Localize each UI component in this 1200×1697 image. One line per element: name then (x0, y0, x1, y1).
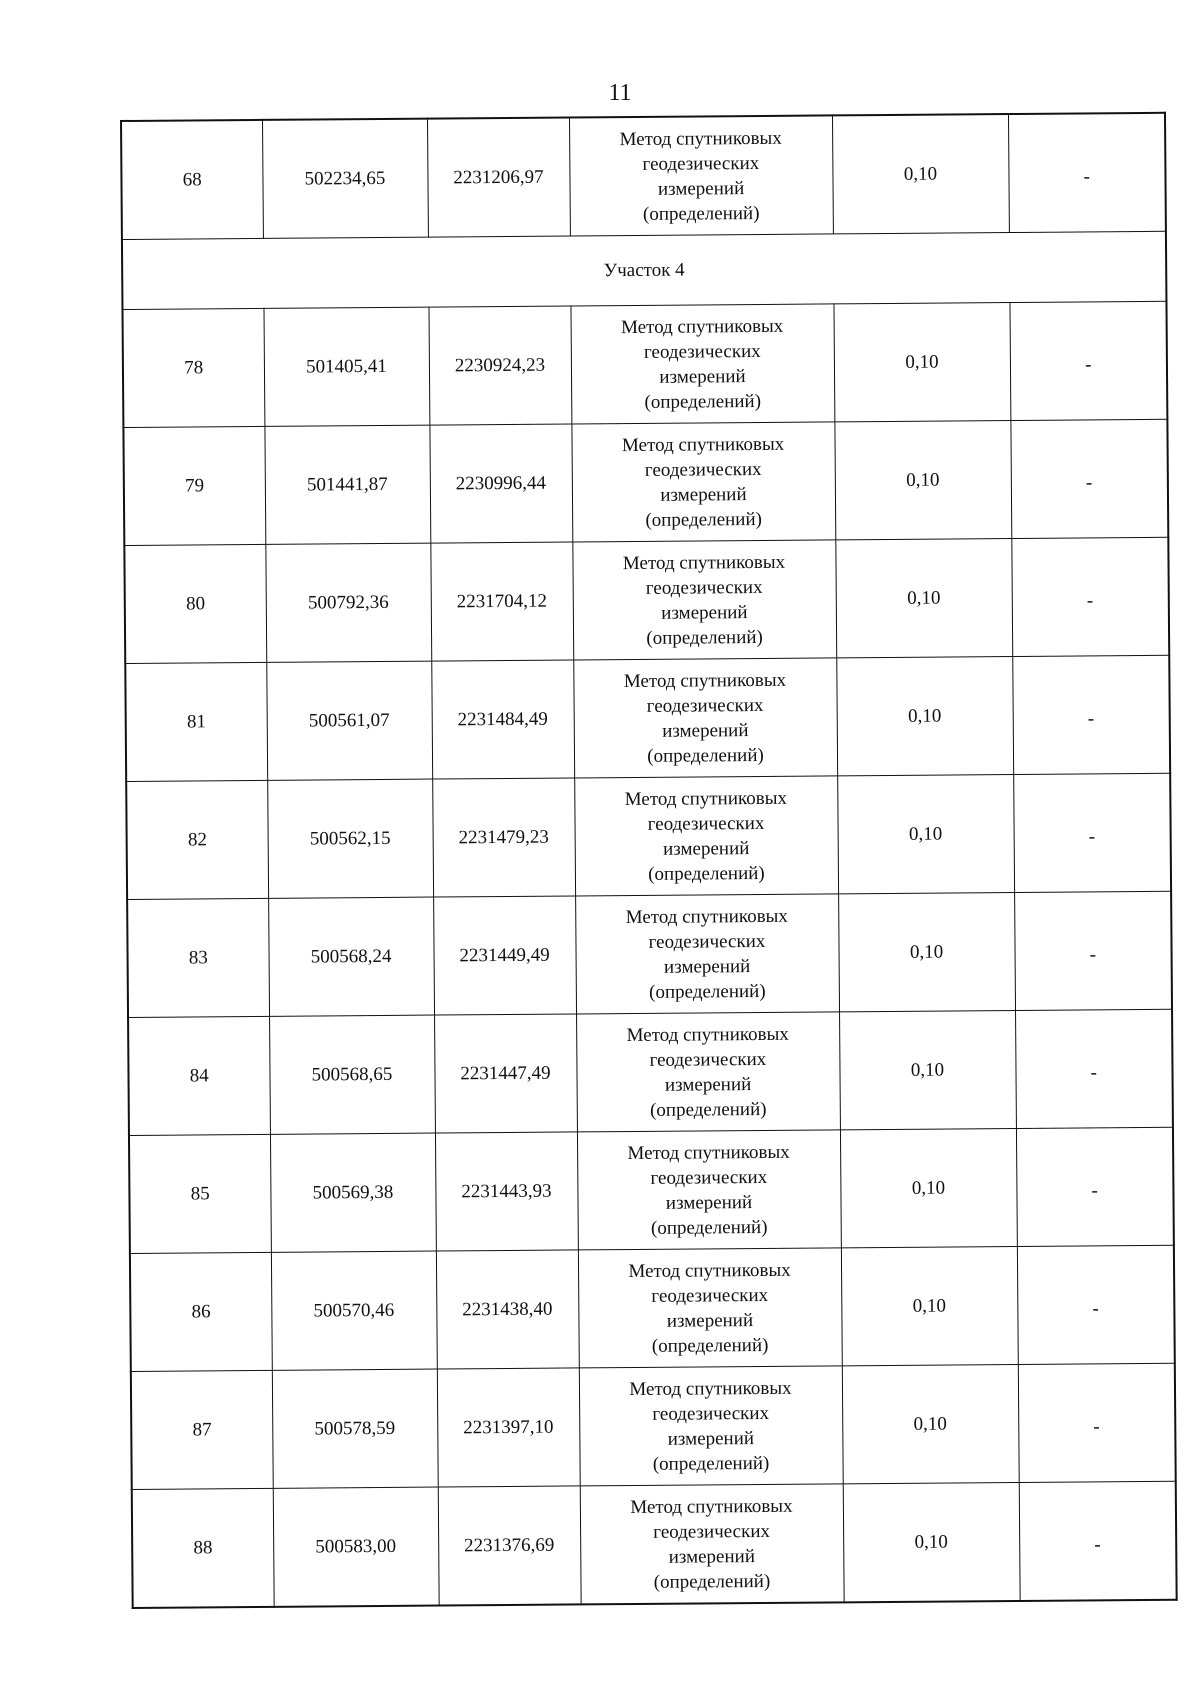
method-line: (определений) (646, 626, 763, 649)
point-number-cell: 88 (132, 1488, 274, 1608)
coordinate-x-cell: 502234,65 (262, 119, 428, 239)
table-row (126, 773, 1171, 899)
table-row (127, 891, 1172, 1017)
dash-mark: - (1094, 1534, 1101, 1556)
method-line: (определений) (644, 390, 762, 413)
method-line: геодезических (647, 812, 765, 835)
table-row (129, 1127, 1174, 1253)
method-line: Метод спутниковых (619, 127, 782, 150)
point-number-cell: 68 (121, 120, 263, 240)
coordinate-x-cell: 501405,41 (263, 307, 429, 426)
dash-mark: - (1089, 944, 1097, 966)
method-line: Метод спутниковых (628, 1259, 791, 1282)
method-line: геодезических (650, 1166, 768, 1189)
dash-mark: - (1088, 826, 1096, 848)
table-row (131, 1363, 1176, 1489)
point-number-cell: 86 (130, 1252, 272, 1371)
method-cell (574, 776, 838, 896)
accuracy-cell: 0,10 (837, 775, 1014, 894)
dash-mark: - (1092, 1298, 1099, 1320)
dash-mark: - (1086, 590, 1094, 612)
coordinate-x-cell: 501441,87 (264, 425, 430, 544)
coordinate-y-cell: 2230996,44 (429, 424, 572, 543)
table-row (124, 537, 1169, 663)
table-row (125, 655, 1170, 781)
method-line: (определений) (649, 980, 766, 1003)
method-line: (определений) (652, 1452, 770, 1475)
method-line: измерений (665, 1191, 753, 1214)
section-header-row (122, 231, 1167, 309)
dash-mark: - (1093, 1416, 1100, 1438)
method-line: геодезических (651, 1284, 769, 1307)
coordinates-table-sheet (120, 112, 1176, 1609)
coordinate-y-cell: 2231376,69 (438, 1486, 581, 1606)
extra-cell (1013, 773, 1171, 892)
method-line: Метод спутниковых (622, 551, 786, 574)
coordinate-y-cell: 2231484,49 (431, 660, 574, 779)
method-line: измерений (663, 955, 751, 978)
coordinate-y-cell: 2231449,49 (433, 896, 576, 1015)
method-cell (579, 1366, 843, 1486)
method-line: измерений (667, 1427, 755, 1450)
method-line: Метод спутниковых (621, 433, 785, 456)
accuracy-cell: 0,10 (836, 657, 1013, 776)
extra-cell (1011, 537, 1169, 656)
method-cell (578, 1248, 842, 1368)
extra-cell (1009, 301, 1167, 420)
method-cell (573, 658, 837, 778)
table-row (132, 1481, 1177, 1608)
coordinate-y-cell: 2231443,93 (435, 1132, 578, 1251)
method-line: геодезических (643, 340, 761, 363)
page-number: 11 (608, 80, 632, 106)
accuracy-cell: 0,10 (838, 893, 1015, 1012)
method-line: (определений) (645, 508, 763, 531)
method-line: Метод спутниковых (627, 1141, 790, 1164)
method-line: измерений (663, 837, 750, 860)
point-number-cell: 84 (128, 1016, 270, 1135)
method-line: Метод спутниковых (626, 1023, 789, 1046)
method-line: измерений (657, 177, 745, 200)
method-line: геодезических (644, 458, 762, 481)
method-line: Метод спутниковых (624, 787, 788, 810)
coordinate-y-cell: 2231447,49 (434, 1014, 577, 1133)
method-line: геодезических (652, 1402, 770, 1425)
table-row (130, 1245, 1175, 1371)
point-number-cell: 79 (123, 426, 265, 545)
dash-mark: - (1090, 1062, 1098, 1084)
accuracy-cell: 0,10 (834, 421, 1011, 540)
accuracy-cell: 0,10 (832, 114, 1009, 234)
extra-cell (1018, 1363, 1176, 1482)
point-number-cell: 85 (129, 1134, 271, 1253)
extra-cell (1014, 891, 1172, 1010)
method-line: измерений (666, 1309, 754, 1332)
method-cell (572, 540, 836, 660)
method-line: Метод спутниковых (620, 315, 784, 338)
coordinate-y-cell: 2231479,23 (432, 778, 575, 897)
coordinate-x-cell: 500561,07 (266, 661, 432, 780)
coordinate-x-cell: 500583,00 (273, 1487, 439, 1607)
table-row (121, 113, 1166, 240)
method-line: геодезических (648, 930, 766, 953)
method-cell (575, 894, 839, 1014)
accuracy-cell: 0,10 (841, 1246, 1018, 1365)
table-row (122, 301, 1167, 427)
accuracy-cell: 0,10 (840, 1128, 1017, 1247)
point-number-cell: 82 (126, 780, 268, 899)
coordinate-x-cell: 500578,59 (272, 1369, 438, 1488)
accuracy-cell: 0,10 (843, 1482, 1020, 1602)
accuracy-cell: 0,10 (842, 1364, 1019, 1483)
method-line: (определений) (648, 862, 765, 885)
extra-cell (1017, 1245, 1175, 1364)
method-line: геодезических (653, 1520, 771, 1543)
point-number-cell: 81 (125, 662, 267, 781)
extra-cell (1019, 1481, 1177, 1601)
coordinate-y-cell: 2231704,12 (430, 542, 573, 661)
section-label: Участок 4 (122, 231, 1167, 309)
coordinate-x-cell: 500568,65 (269, 1015, 435, 1134)
method-line: Метод спутниковых (623, 669, 787, 692)
table-body (121, 113, 1177, 1608)
table-row (128, 1009, 1173, 1135)
dash-mark: - (1087, 708, 1095, 730)
method-line: геодезических (642, 152, 760, 175)
method-line: измерений (668, 1545, 756, 1568)
point-number-cell: 83 (127, 898, 269, 1017)
method-line: Метод спутниковых (630, 1495, 793, 1518)
method-cell (570, 304, 834, 424)
method-line: (определений) (651, 1334, 769, 1357)
dash-mark: - (1091, 1180, 1098, 1202)
extra-cell (1012, 655, 1170, 774)
coordinate-x-cell: 500792,36 (265, 543, 431, 662)
dash-mark: - (1085, 472, 1093, 494)
coordinates-table (120, 112, 1178, 1609)
coordinate-y-cell: 2231438,40 (436, 1250, 579, 1369)
method-cell (571, 422, 835, 542)
method-line: Метод спутниковых (625, 905, 788, 928)
coordinate-y-cell: 2231206,97 (427, 117, 570, 237)
dash-mark: - (1084, 354, 1092, 376)
accuracy-cell: 0,10 (833, 303, 1010, 422)
table-row (123, 419, 1168, 545)
accuracy-cell: 0,10 (839, 1010, 1016, 1129)
extra-cell (1015, 1009, 1173, 1128)
coordinate-x-cell: 500568,24 (268, 897, 434, 1016)
method-line: (определений) (649, 1098, 767, 1121)
point-number-cell: 87 (131, 1370, 273, 1489)
extra-cell (1008, 113, 1166, 233)
method-line: измерений (662, 719, 749, 742)
point-number-cell: 78 (122, 308, 264, 427)
method-line: геодезических (646, 694, 764, 717)
method-line: Метод спутниковых (629, 1377, 792, 1400)
extra-cell (1016, 1127, 1174, 1246)
coordinate-y-cell: 2230924,23 (428, 306, 571, 425)
method-line: (определений) (642, 202, 760, 225)
coordinate-x-cell: 500570,46 (271, 1251, 437, 1370)
accuracy-cell: 0,10 (835, 539, 1012, 658)
coordinate-y-cell: 2231397,10 (437, 1368, 580, 1487)
method-line: геодезических (645, 576, 763, 599)
coordinate-x-cell: 500569,38 (270, 1133, 436, 1252)
method-line: (определений) (647, 744, 764, 767)
method-cell (580, 1484, 844, 1605)
method-line: измерений (659, 365, 746, 388)
point-number-cell: 80 (124, 544, 266, 663)
method-line: измерений (660, 483, 747, 506)
method-cell (576, 1012, 840, 1132)
coordinate-x-cell: 500562,15 (267, 779, 433, 898)
method-line: измерений (661, 601, 748, 624)
extra-cell (1010, 419, 1168, 538)
method-line: (определений) (653, 1570, 771, 1593)
method-line: измерений (664, 1073, 752, 1096)
dash-mark: - (1083, 166, 1090, 188)
method-line: геодезических (649, 1048, 767, 1071)
method-cell (577, 1130, 841, 1250)
method-line: (определений) (650, 1216, 768, 1239)
method-cell (569, 115, 833, 236)
